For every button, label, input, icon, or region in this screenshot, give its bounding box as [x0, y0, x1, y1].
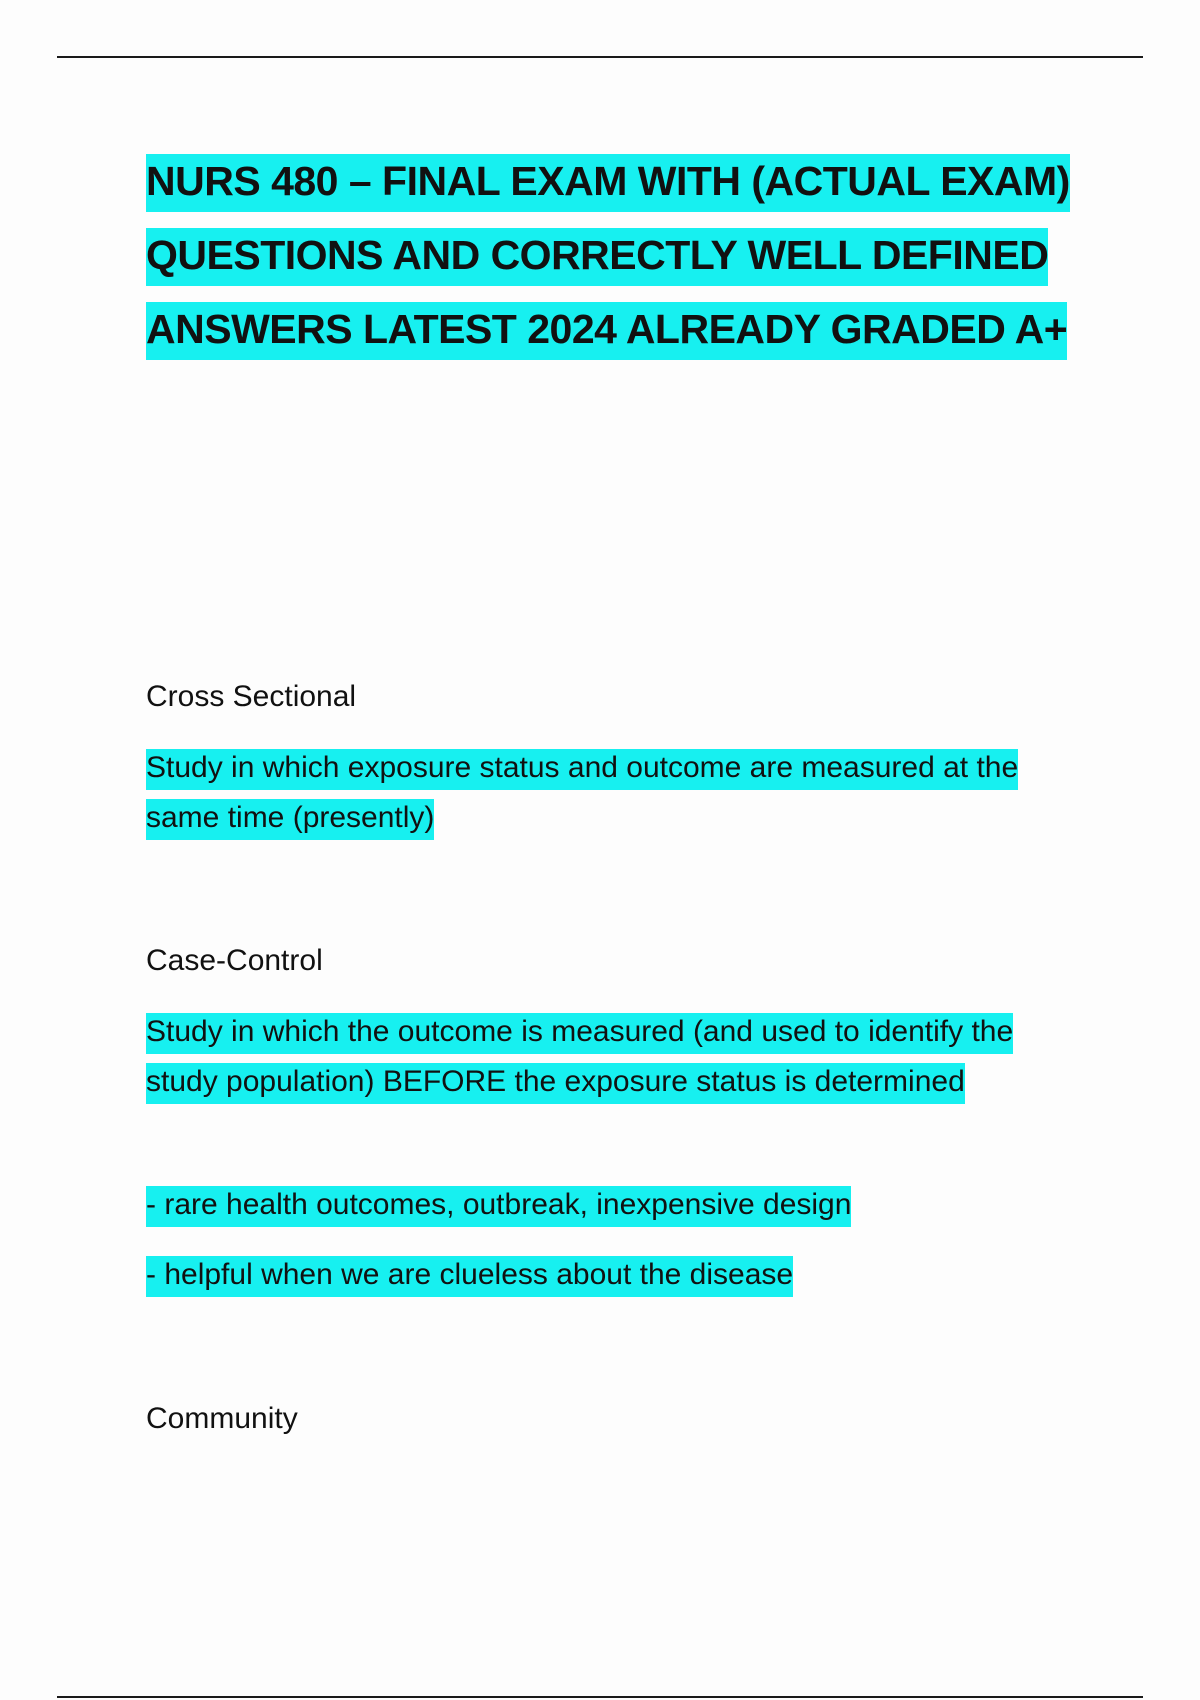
term-community: Community	[146, 1402, 298, 1435]
footer-rule	[57, 1696, 1143, 1698]
definition-cross-sectional	[146, 743, 1076, 843]
definition-cross-sectional-text: Study in which exposure status and outcome are measured at the same time (presently)	[146, 749, 1018, 840]
document-title	[146, 144, 1086, 366]
case-control-note-2	[146, 1250, 1076, 1300]
term-case-control: Case-Control	[146, 944, 323, 977]
definition-case-control	[146, 1007, 1076, 1107]
term-cross-sectional: Cross Sectional	[146, 680, 357, 713]
document-title-text: NURS 480 – FINAL EXAM WITH (ACTUAL EXAM) QUESTIONS AND CORRECTLY WELL DEFINED ANSWERS LATEST 2024 ALREADY GRADED A+	[146, 154, 1070, 360]
case-control-note-1	[146, 1180, 1076, 1230]
definition-case-control-text: Study in which the outcome is measured (and used to identify the study population) BEFORE the exposure status is determined	[146, 1013, 1013, 1104]
header-rule	[57, 56, 1143, 58]
case-control-note-1-text: - rare health outcomes, outbreak, inexpensive design	[146, 1186, 851, 1227]
case-control-note-2-text: - helpful when we are clueless about the disease	[146, 1256, 793, 1297]
